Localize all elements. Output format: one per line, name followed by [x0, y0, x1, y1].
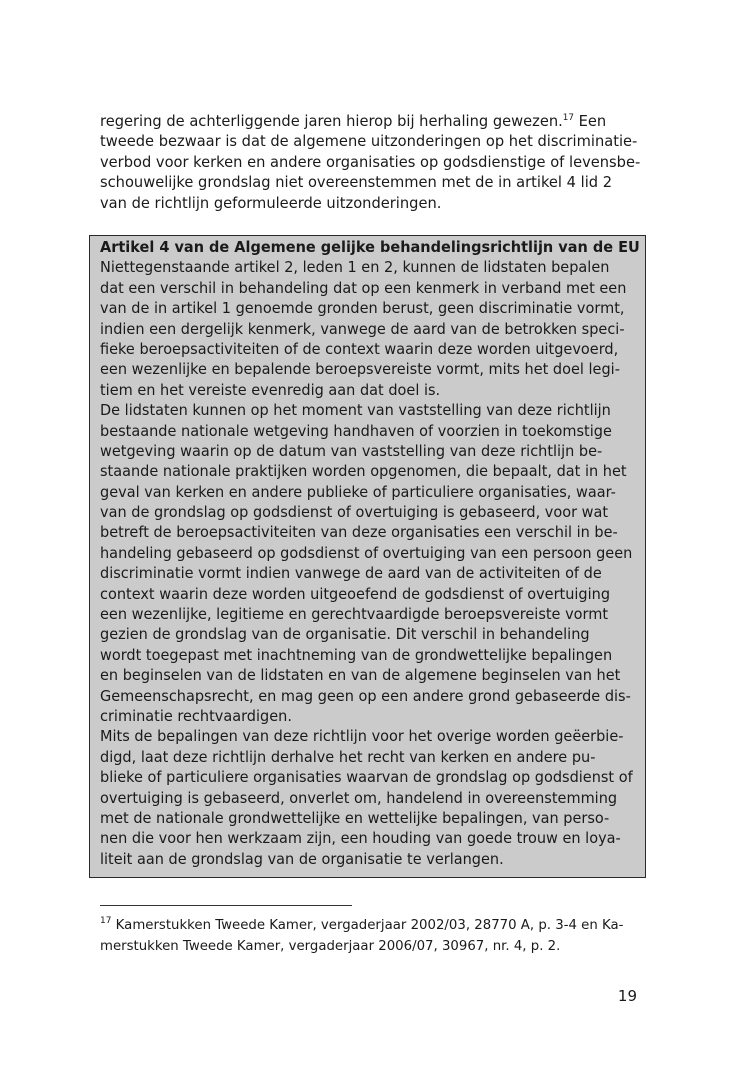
article-line: Mits de bepalingen van deze richtlijn voor het overige worden geëerbie- [100, 727, 624, 746]
article-line: en beginselen van de lidstaten en van de algemene beginselen van het [100, 666, 621, 685]
article-line: wordt toegepast met inachtneming van de grondwettelijke bepalingen [100, 645, 613, 664]
article-line: blieke of particuliere organisaties waarvan de grondslag op godsdienst of [100, 768, 633, 787]
article-line: fieke beroepsactiviteiten of de context waarin deze worden uitgevoerd, [100, 339, 619, 358]
footnote-line: merstukken Tweede Kamer, vergaderjaar 2006/07, 30967, nr. 4, p. 2. [100, 938, 561, 954]
footnote [100, 916, 623, 957]
article-line: bestaande nationale wetgeving handhaven of voorzien in toekomstige [100, 421, 612, 440]
article-heading: Artikel 4 van de Algemene gelijke behandelingsrichtlijn van de EU [100, 238, 640, 256]
intro-line: schouwelijke grondslag niet overeenstemmen met de in artikel 4 lid 2 [100, 173, 613, 192]
article-line: indien een dergelijk kenmerk, vanwege de aard van de betrokken speci- [100, 319, 625, 338]
article-line: tiem en het vereiste evenredig aan dat doel is. [100, 380, 441, 399]
intro-paragraph [100, 111, 653, 213]
article-line: overtuiging is gebaseerd, onverlet om, handelend in overeenstemming [100, 788, 618, 807]
article-line: digd, laat deze richtlijn derhalve het recht van kerken en andere pu- [100, 747, 596, 766]
article-line: context waarin deze worden uitgeoefend de godsdienst of overtuiging [100, 584, 611, 603]
article-line: van de in artikel 1 genoemde gronden berust, geen discriminatie vormt, [100, 299, 625, 318]
intro-line: verbod voor kerken en andere organisaties op godsdienstige of levensbe- [100, 152, 641, 171]
article-line: liteit aan de grondslag van de organisatie te verlangen. [100, 849, 504, 868]
intro-line: van de richtlijn geformuleerde uitzonderingen. [100, 193, 442, 212]
article-line: handeling gebaseerd op godsdienst of overtuiging van een persoon geen [100, 543, 633, 562]
article-line: van de grondslag op godsdienst of overtuiging is gebaseerd, voor wat [100, 503, 609, 522]
article-line: een wezenlijke en bepalende beroepsvereiste vormt, mits het doel legi- [100, 360, 620, 379]
article-line: een wezenlijke, legitieme en gerechtvaardigde beroepsvereiste vormt [100, 605, 609, 624]
article-quote-text [100, 237, 659, 869]
footnote-reference[interactable]: 17 [562, 113, 574, 123]
intro-line: regering de achterliggende jaren hierop bij herhaling gewezen.$^{17}$ Een [100, 112, 607, 130]
article-line: nen die voor hen werkzaam zijn, een houding van goede trouw en loya- [100, 829, 621, 848]
intro-line: tweede bezwaar is dat de algemene uitzonderingen op het discriminatie- [100, 132, 638, 151]
footnote-line: $^{17}$ Kamerstukken Tweede Kamer, vergaderjaar 2002/03, 28770 A, p. 3-4 en Ka- [100, 916, 624, 933]
article-line: betreft de beroepsactiviteiten van deze organisaties een verschil in be- [100, 523, 618, 542]
footnote-number: 17 [100, 916, 112, 926]
article-line: dat een verschil in behandeling dat op een kenmerk in verband met een [100, 278, 627, 297]
footnote-divider [100, 905, 352, 906]
article-line: gezien de grondslag van de organisatie. Dit verschil in behandeling [100, 625, 590, 644]
article-line: geval van kerken en andere publieke of particuliere organisaties, waar- [100, 482, 616, 501]
article-line: met de nationale grondwettelijke en wettelijke bepalingen, van perso- [100, 808, 610, 827]
article-line: wetgeving waarin op de datum van vaststelling van deze richtlijn be- [100, 441, 603, 460]
article-line: criminatie rechtvaardigen. [100, 706, 292, 725]
article-line: De lidstaten kunnen op het moment van vaststelling van deze richtlijn [100, 401, 611, 420]
article-line: staande nationale praktijken worden opgenomen, die bepaalt, dat in het [100, 462, 627, 481]
page-number: 19 [617, 987, 637, 1005]
article-line: Niettegenstaande artikel 2, leden 1 en 2, kunnen de lidstaten bepalen [100, 258, 610, 277]
article-line: discriminatie vormt indien vanwege de aard van de activiteiten of de [100, 564, 602, 583]
article-line: Gemeenschapsrecht, en mag geen op een andere grond gebaseerde dis- [100, 686, 631, 705]
